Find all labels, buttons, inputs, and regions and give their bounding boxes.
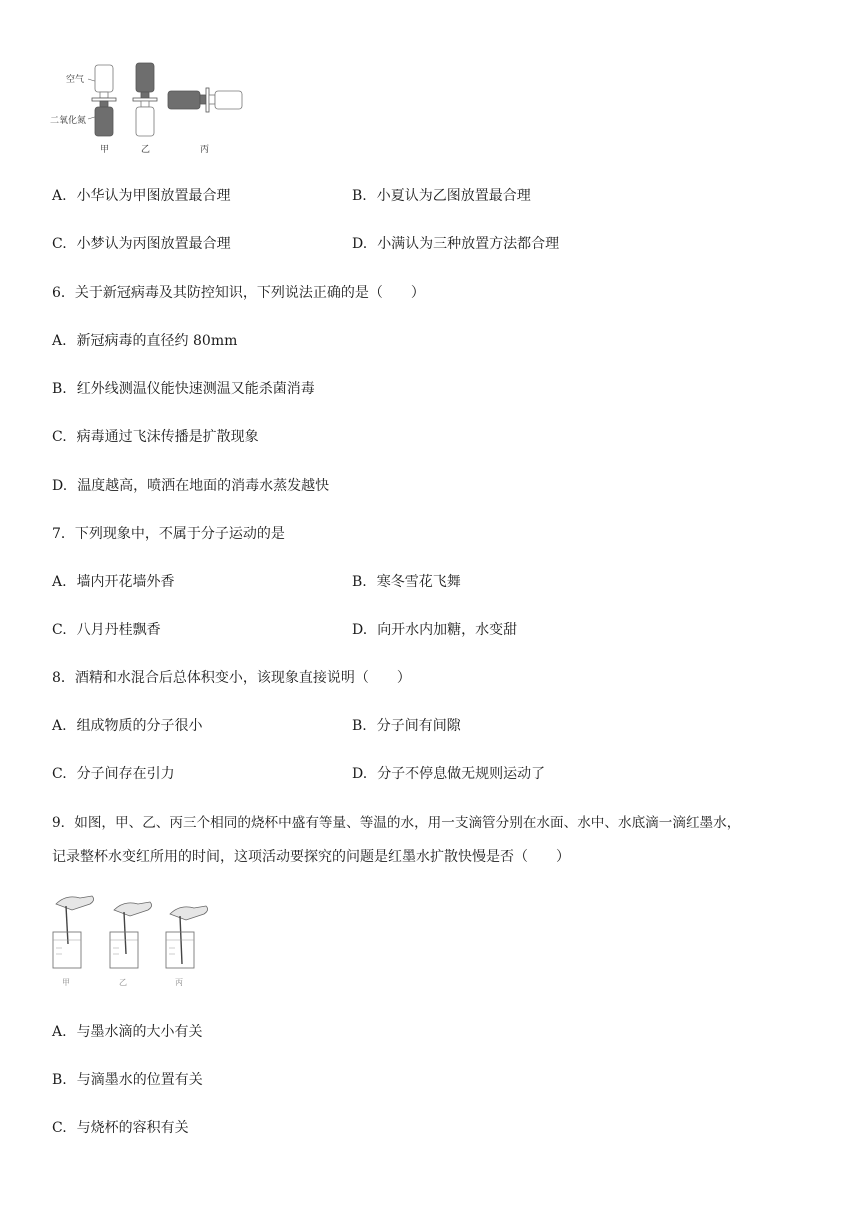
q5-option-a: A. 小华认为甲图放置最合理 — [52, 188, 231, 204]
q8-stem: 8．酒精和水混合后总体积变小，该现象直接说明（ ） — [52, 670, 411, 686]
beaker-a — [53, 896, 94, 968]
q8-option-b: B. 分子间有间隙 — [352, 718, 461, 734]
q6-option-a: A. 新冠病毒的直径约 80mm — [52, 333, 238, 349]
q6-stem: 6．关于新冠病毒及其防控知识，下列说法正确的是（ ） — [52, 285, 425, 301]
q8-option-c: C. 分子间存在引力 — [52, 766, 175, 782]
q7-stem: 7．下列现象中，不属于分子运动的是 — [52, 526, 285, 542]
label-gas: 二氧化氮 — [50, 116, 87, 126]
q9-option-a: A. 与墨水滴的大小有关 — [52, 1024, 203, 1040]
label-air: 空气 — [66, 75, 85, 85]
beaker-b — [110, 902, 152, 968]
beaker-caption-c: 丙 — [175, 978, 183, 987]
beaker-caption-b: 乙 — [119, 978, 127, 987]
q6-option-c: C. 病毒通过飞沫传播是扩散现象 — [52, 429, 259, 445]
caption-a: 甲 — [100, 145, 110, 155]
beaker-c — [166, 906, 208, 968]
q5-option-d: D. 小满认为三种放置方法都合理 — [352, 236, 560, 252]
caption-c: 丙 — [200, 145, 210, 155]
q9-stem-line2: 记录整杯水变红所用的时间，这项活动要探究的问题是红墨水扩散快慢是否（ ） — [52, 849, 570, 865]
bottle-pair-b — [133, 63, 157, 136]
bottles-figure — [50, 60, 250, 160]
q9-option-c: C. 与烧杯的容积有关 — [52, 1120, 189, 1136]
q8-option-d: D. 分子不停息做无规则运动了 — [352, 766, 546, 782]
q5-option-b: B. 小夏认为乙图放置最合理 — [352, 188, 531, 204]
q9-stem-line1: 9．如图，甲、乙、丙三个相同的烧杯中盛有等量、等温的水，用一支滴管分别在水面、水中、水底滴一滴红墨水， — [52, 815, 741, 831]
q8-option-a: A. 组成物质的分子很小 — [52, 718, 203, 734]
q7-option-a: A. 墙内开花墙外香 — [52, 574, 175, 590]
q5-option-c: C. 小梦认为丙图放置最合理 — [52, 236, 231, 252]
caption-b: 乙 — [141, 145, 151, 155]
bottle-pair-c — [168, 88, 242, 112]
beakers-figure — [48, 892, 218, 992]
q7-option-d: D. 向开水内加糖，水变甜 — [352, 622, 518, 638]
beaker-caption-a: 甲 — [62, 978, 70, 987]
q9-option-b: B. 与滴墨水的位置有关 — [52, 1072, 203, 1088]
bottle-pair-a — [92, 65, 116, 136]
q7-option-b: B. 寒冬雪花飞舞 — [352, 574, 461, 590]
q7-option-c: C. 八月丹桂飘香 — [52, 622, 161, 638]
q6-option-d: D. 温度越高，喷洒在地面的消毒水蒸发越快 — [52, 478, 330, 494]
q6-option-b: B. 红外线测温仪能快速测温又能杀菌消毒 — [52, 381, 315, 397]
